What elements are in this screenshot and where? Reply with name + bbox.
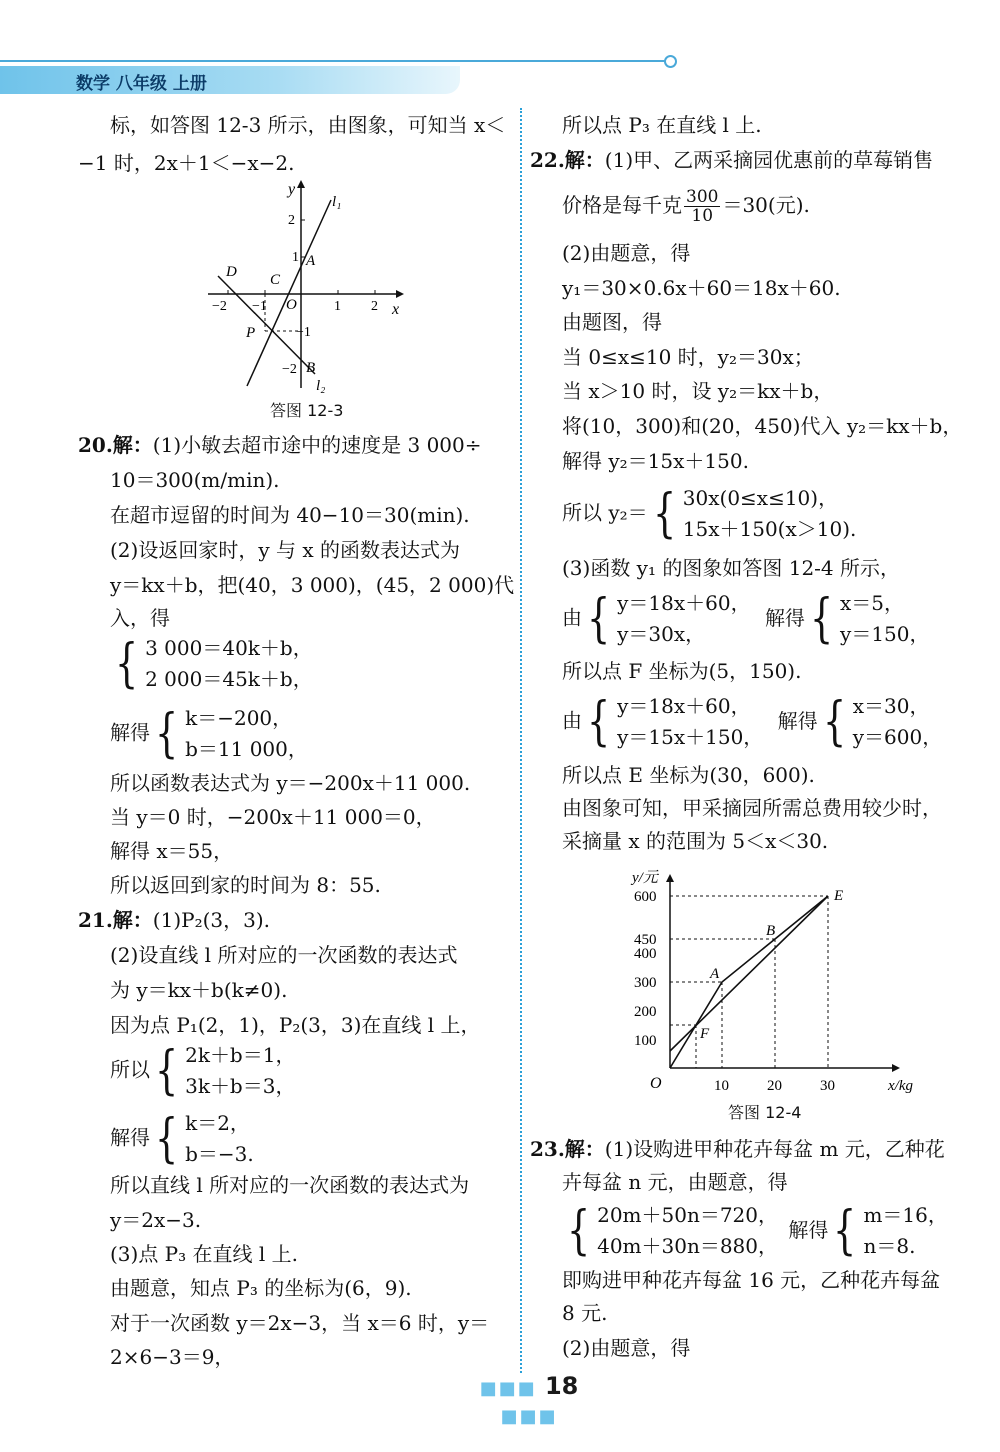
figure-caption: 答图 12-4 [728,1103,802,1122]
text-solve: 解得 [764,605,805,630]
x-tick-1: 1 [334,299,341,314]
text-line: y₁＝30×0.6x＋60＝18x＋60. [562,276,841,300]
question-23 [530,1134,945,1164]
equation: 20m＋50n＝720， [597,1203,779,1227]
denominator: 10 [691,206,714,226]
header-rule-dot [664,55,677,68]
question-number: 21.解： [78,908,153,932]
x-axis-label: x [392,301,400,318]
equation: b＝−3. [185,1142,254,1166]
text-line: 当 y＝0 时，−200x＋11 000＝0， [110,805,436,829]
text-line: (1)设购进甲种花卉每盆 m 元，乙种花 [604,1137,945,1161]
text-line: 因为点 P₁(2，1)，P₂(3，3)在直线 l 上， [110,1013,481,1037]
text-line: 标，如答图 12-3 所示，由图象，可知当 x＜ [110,113,506,137]
text-line: 为 y＝kx＋b(k≠0). [110,978,288,1002]
text-line: 所以点 F 坐标为(5，150). [562,659,802,683]
text-line: (1)P₂(3，3). [152,908,271,932]
equation: y＝15x＋150， [617,725,764,749]
y-tick-1: 1 [292,250,299,265]
text-line: 10＝300(m/min). [110,468,280,492]
x-tick-2: 2 [371,299,378,314]
text-line: (2)由题意，得 [562,241,691,265]
text-line: (2)设直线 l 所对应的一次函数的表达式 [110,943,458,967]
text-line: (1)甲、乙两采摘园优惠前的草莓销售 [604,148,934,172]
header-rule [0,60,668,62]
numerator: 300 [686,187,719,207]
equation: k＝2， [185,1111,250,1135]
equation: y＝150， [840,622,930,646]
equation: 2 000＝45k＋b， [145,667,313,691]
text-so: 所以 y₂＝ [562,500,648,525]
x-axis-arrow [396,290,404,298]
point-A-label: A [306,253,316,269]
question-20 [78,430,482,460]
text-line: 所以直线 l 所对应的一次函数的表达式为 [110,1173,470,1197]
equation: 40m＋30n＝880， [597,1234,779,1258]
text-so: 所以 [110,1057,150,1082]
page-header [0,58,680,98]
equation: 30x(0≤x≤10)， [682,486,839,510]
text-line: 即购进甲种花卉每盆 16 元，乙种花卉每盆 [562,1268,941,1292]
text-line: (1)小敏去超市途中的速度是 3 000÷ [152,433,482,457]
text-line: 入，得 [110,606,170,630]
y-tick-minus2: −2 [282,362,297,377]
page-number-decoration: ■■■ [500,1406,558,1427]
text-line: 解得 y₂＝15x＋150. [562,449,749,473]
l2-label: l₂ [316,378,326,394]
text-line: 所以点 E 坐标为(30，600). [562,763,815,787]
text-line: 所以点 P₃ 在直线 l 上. [562,113,762,137]
y-axis-label: y/元 [632,870,658,886]
x-tick-30: 30 [820,1078,835,1094]
equation: 3k＋b＝3， [185,1074,296,1098]
text-by: 由 [562,605,582,630]
price-line [530,188,810,225]
text-line: 由题图，得 [562,310,662,334]
text-solve: 解得 [110,720,150,745]
l1-label: l₁ [332,194,342,210]
point-E-label: E [834,888,844,904]
question-22 [530,145,933,175]
text-line: 当 0≤x≤10 时，y₂＝30x； [562,345,814,369]
x-tick-20: 20 [767,1078,782,1094]
text-line: y＝2x−3. [110,1208,202,1232]
x-tick-10: 10 [714,1078,729,1094]
y-tick-200: 200 [634,1004,657,1020]
solution-system: 解得 { k＝2， b＝−3. [110,1109,254,1169]
line-y1 [670,896,828,1051]
point-B-label: B [766,923,776,939]
equation: m＝16， [863,1203,948,1227]
y-tick-450: 450 [634,932,657,948]
y-tick-300: 300 [634,975,657,991]
text-line: (3)函数 y₁ 的图象如答图 12-4 所示， [562,556,901,580]
equation-system: { 20m＋50n＝720， 40m＋30n＝880， 解得 { m＝16， n＝8. [566,1201,948,1261]
point-P-label: P [246,325,256,341]
equation: k＝−200， [185,706,293,730]
y-tick-400: 400 [634,946,657,962]
figure-12-4 [630,868,930,1098]
equation: y＝18x＋60， [617,694,751,718]
point-A-label: A [710,966,720,982]
text-line: 解得 x＝55， [110,839,234,863]
text-line: 价格是每千克 [562,193,682,217]
equation: n＝8. [863,1234,916,1258]
solution-system: 解得 { k＝−200， b＝11 000， [110,704,308,764]
point-C-label: C [270,272,281,288]
equation-system: 所以 { 2k＋b＝1， 3k＋b＝3， [110,1041,296,1101]
equation: y＝600， [852,725,943,749]
fraction [684,188,720,225]
text-line: 在超市逗留的时间为 40−10＝30(min). [110,503,470,527]
y-tick-minus1: −1 [296,325,311,340]
origin-label: O [286,297,297,313]
line-y2 [670,896,828,1068]
y-axis-label: y [288,181,296,198]
text-line: (2)由题意，得 [562,1336,691,1360]
y-tick-100: 100 [634,1033,657,1049]
text-line: 当 x＞10 时，设 y₂＝kx＋b， [562,379,834,403]
text-line: 采摘量 x 的范围为 5＜x＜30. [562,829,829,853]
point-B-label: B [306,360,316,376]
equation: 2k＋b＝1， [185,1043,296,1067]
text-line: 8 元. [562,1301,608,1325]
question-number: 20.解： [78,433,153,457]
equation: 15x＋150(x＞10). [682,517,857,541]
intersection-E-system: 由 { y＝18x＋60， y＝15x＋150， 解得 { x＝30， y＝600， [562,692,943,752]
text-line: 2×6−3＝9， [110,1345,235,1369]
text-line: 由图象可知，甲采摘园所需总费用较少时， [562,796,942,820]
text-line: y＝kx＋b，把(40，3 000)，(45，2 000)代 [110,573,515,597]
text-solve: 解得 [777,708,818,733]
equation: b＝11 000， [185,737,308,761]
piecewise-function: 所以 y₂＝ { 30x(0≤x≤10)， 15x＋150(x＞10). [562,484,857,544]
page-number-decoration: ■■■ [479,1378,537,1399]
y-tick-2: 2 [288,213,295,228]
text-line: 由题意，知点 P₃ 的坐标为(6，9). [110,1276,412,1300]
text-line: 卉每盆 n 元，由题意，得 [562,1170,788,1194]
x-axis-label: x/kg [888,1078,913,1094]
header-banner [0,66,460,94]
text-by: 由 [562,708,582,733]
text-line: (2)设返回家时，y 与 x 的函数表达式为 [110,538,460,562]
x-tick-minus1: −1 [252,299,267,314]
question-number: 22.解： [530,148,605,172]
equation: 3 000＝40k＋b， [145,636,313,660]
text-line: ＝30(元). [722,193,810,217]
text-solve: 解得 [788,1217,829,1242]
equation: y＝18x＋60， [617,591,751,615]
equation: x＝5， [840,591,905,615]
text-line: 将(10，300)和(20，450)代入 y₂＝kx＋b， [562,414,963,438]
column-divider [520,108,523,1373]
y-axis-arrow [297,180,305,188]
text-line: 所以函数表达式为 y＝−200x＋11 000. [110,771,471,795]
equation: x＝30， [852,694,930,718]
equation: y＝30x， [617,622,706,646]
intersection-F-system: 由 { y＝18x＋60， y＝30x， 解得 { x＝5， y＝150， [562,589,930,649]
question-number: 23.解： [530,1137,605,1161]
point-F-label: F [700,1026,710,1042]
y-tick-600: 600 [634,889,657,905]
book-title: 数学 八年级 上册 [76,74,207,94]
origin-label: O [650,1075,662,1092]
text-line: −1 时，2x＋1＜−x−2. [78,151,295,175]
question-21 [78,905,270,935]
y-axis-arrow [666,874,674,882]
text-line: 所以返回到家的时间为 8：55. [110,873,381,897]
figure-caption: 答图 12-3 [270,401,344,420]
figure-12-3 [208,176,408,398]
x-axis-arrow [892,1064,900,1072]
page-number-value: 18 [544,1372,579,1400]
text-line: 对于一次函数 y＝2x−3，当 x＝6 时，y＝ [110,1311,490,1335]
page-number [454,1372,604,1428]
point-D-label: D [226,264,237,280]
text-solve: 解得 [110,1125,150,1150]
x-tick-minus2: −2 [212,299,227,314]
text-line: (3)点 P₃ 在直线 l 上. [110,1242,298,1266]
equation-system: { 3 000＝40k＋b， 2 000＝45k＋b， [114,634,313,694]
